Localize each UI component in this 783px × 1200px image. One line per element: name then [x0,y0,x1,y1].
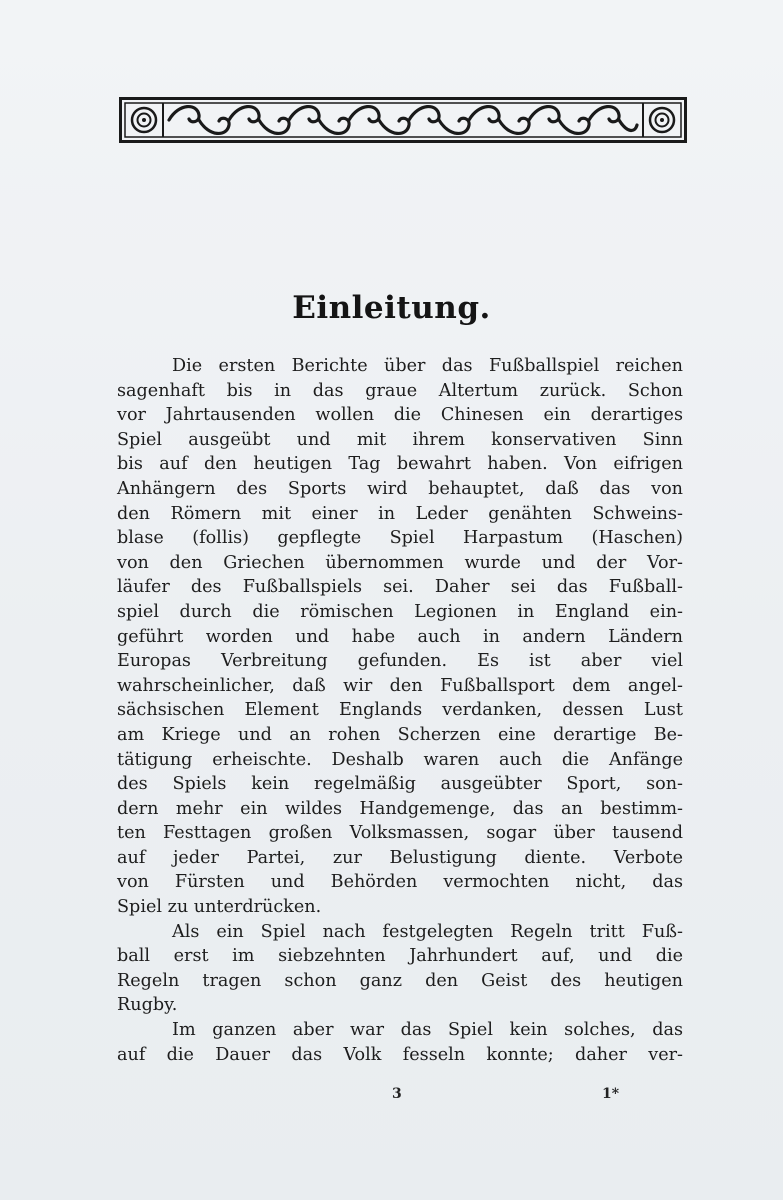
text-line: Spiel ausgeübt und mit ihrem konservativen Sinn [117,429,683,450]
chapter-body [117,354,683,1067]
text-line: geführt worden und habe auch in andern Ländern [117,626,683,647]
wave-scroll-pattern [169,107,637,134]
paragraph [117,920,683,1018]
ornamental-header-border [119,97,687,143]
text-line: von den Griechen übernommen wurde und der Vor- [117,552,683,573]
text-line: ball erst im siebzehnten Jahrhundert auf, und die [117,946,683,967]
text-line: Spiel zu unterdrücken. [117,897,322,918]
text-line: Regeln tragen schon ganz den Geist des heutigen [117,970,683,991]
text-line: Anhängern des Sports wird behauptet, daß das von [117,478,683,499]
text-line: des Spiels kein regelmäßig ausgeübter Sport, son- [117,774,683,795]
text-line: wahrscheinlicher, daß wir den Fußballsport dem angel- [117,675,683,696]
text-line: Die ersten Berichte über das Fußballspiel reichen [172,356,683,376]
text-line: Europas Verbreitung gefunden. Es ist aber viel [117,651,683,672]
text-line: am Kriege und an rohen Scherzen eine derartige Be- [117,724,683,745]
paragraph [117,1018,683,1067]
text-line: Rugby. [117,995,178,1016]
text-line: vor Jahrtausenden wollen die Chinesen ein derartiges [117,405,683,426]
text-line: auf jeder Partei, zur Belustigung diente. Verbote [117,847,683,868]
paragraph [117,354,683,920]
text-line: sächsischen Element Englands verdanken, dessen Lust [117,700,683,721]
text-line: auf die Dauer das Volk fesseln konnte; daher ver- [117,1044,683,1065]
text-line: blase (follis) gepflegte Spiel Harpastum (Haschen) [117,528,683,549]
right-rosette-icon [650,108,674,132]
text-line: sagenhaft bis in das graue Altertum zurück. Schon [117,380,683,401]
text-line: dern mehr ein wildes Handgemenge, das an bestimm- [117,798,683,819]
text-line: spiel durch die römischen Legionen in England ein- [117,601,683,622]
text-line: bis auf den heutigen Tag bewahrt haben. Von eifrigen [117,454,683,475]
left-rosette-icon [132,108,156,132]
text-line: läufer des Fußballspiels sei. Daher sei das Fußball- [117,577,683,598]
sheet-signature: 1* [602,1086,620,1102]
chapter-title: Einleitung. [292,290,491,326]
text-line: von Fürsten und Behörden vermochten nicht, das [117,872,683,893]
text-line: den Römern mit einer in Leder genähten Schweins- [117,503,683,524]
text-line: ten Festtagen großen Volksmassen, sogar über tausend [117,823,683,844]
text-line: Im ganzen aber war das Spiel kein solches, das [172,1020,683,1041]
text-line: Als ein Spiel nach festgelegten Regeln tritt Fuß- [172,921,683,942]
text-line: tätigung erheischte. Deshalb waren auch die Anfänge [117,749,683,770]
page-number: 3 [392,1086,402,1102]
